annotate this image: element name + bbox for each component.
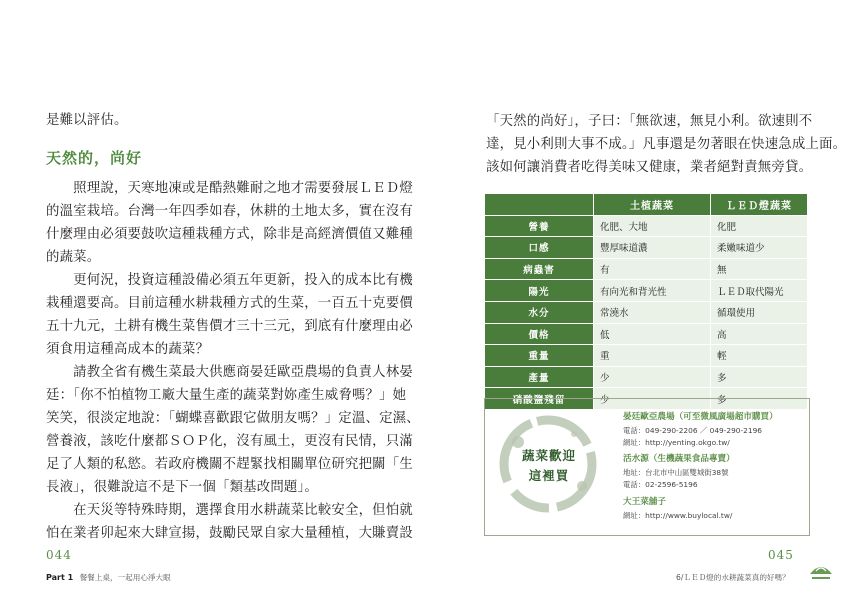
table-row — [485, 345, 808, 367]
footer-part: Part 1 — [46, 573, 74, 582]
shop-detail: 電話：049-290-2206 ／ 049-290-2196 — [623, 426, 762, 435]
table-cell: 豐厚味道濃 — [594, 237, 711, 259]
table-cell: 高 — [711, 323, 808, 345]
shop-detail: 地址：台北市中山區雙城街38號 — [623, 468, 729, 477]
paragraph-line: 須食用這種高成本的蔬菜？ — [46, 342, 210, 357]
table-cell: 循環使用 — [711, 301, 808, 323]
table-cell: 常澆水 — [594, 301, 711, 323]
table-row — [485, 258, 808, 280]
stamp-text-line2: 這裡買 — [528, 468, 570, 483]
row-header: 價格 — [485, 323, 594, 345]
table-cell: 少 — [594, 366, 711, 388]
paragraph-line: 什麼理由必須要鼓吹這種栽種方式，除非是高經濟價值又難種 — [46, 227, 413, 242]
row-header: 陽光 — [485, 280, 594, 302]
paragraph-line: 笑笑，很淡定地說：「蝴蝶喜歡跟它做朋友嗎？」定溫、定濕、 — [46, 411, 420, 426]
table-cell: 少 — [594, 388, 711, 410]
row-header: 口感 — [485, 237, 594, 259]
row-header: 硝酸鹽殘留 — [485, 388, 594, 410]
stamp-text-line1: 蔬菜歡迎 — [521, 448, 576, 463]
section-title: 天然的，尚好 — [46, 149, 143, 167]
table-cell: 有向光和背光性 — [594, 280, 711, 302]
shop-name: 大王菜舖子 — [623, 497, 666, 507]
table-cell: 化肥、大地 — [594, 215, 711, 237]
paragraph-line: 栽種還要高。目前這種水耕栽種方式的生菜，一百五十克要價 — [46, 296, 413, 311]
table-cell: 輕 — [711, 345, 808, 367]
table-row — [485, 280, 808, 302]
shop-name: 活水源（生機蔬果食品專賣） — [623, 454, 735, 464]
footer-title-left: 餐餐上桌，一起用心淨大眼 — [79, 573, 171, 582]
table-row — [485, 366, 808, 388]
footer-left — [46, 572, 171, 583]
shop-detail: 電話：02-2596-5196 — [623, 480, 698, 489]
row-header: 水分 — [485, 301, 594, 323]
table-cell: 重 — [594, 345, 711, 367]
table-cell: ＬＥＤ取代陽光 — [711, 280, 808, 302]
paragraph-line: 的蔬菜。 — [46, 250, 101, 265]
table-header: 土植蔬菜 — [594, 194, 711, 216]
table-header-row — [485, 194, 808, 216]
table-cell: 多 — [711, 388, 808, 410]
comparison-table — [484, 193, 808, 410]
paragraph-line: 長液」，很難說這不是下一個「類基改問題」。 — [46, 480, 319, 495]
table-cell: 有 — [594, 258, 711, 280]
footer-title-right: 6/ＬＥＤ燈的水耕蔬菜真的好嗎？ — [676, 573, 790, 582]
row-header: 重量 — [485, 345, 594, 367]
shop-detail: 網址：http://www.buylocal.tw/ — [623, 511, 733, 520]
paragraph-line: 廷：「你不怕植物工廠大量生產的蔬菜對妳產生威脅嗎？」她 — [46, 388, 407, 403]
paragraph-line: 的溫室栽培。台灣一年四季如春，休耕的土地太多，實在沒有 — [46, 204, 413, 219]
quote-line: 該如何讓消費者吃得美味又健康，業者絕對責無旁貸。 — [486, 160, 813, 175]
paragraph-line: 照理說，天寒地凍或是酷熱難耐之地才需要發展ＬＥＤ燈 — [46, 181, 413, 196]
table-row — [485, 323, 808, 345]
chapter-logo-icon — [808, 556, 834, 582]
table-row — [485, 237, 808, 259]
shop-detail: 網址：http://yenting.okgo.tw/ — [623, 438, 730, 447]
paragraph-line: 更何況，投資這種設備必須五年更新，投入的成本比有機 — [46, 273, 413, 288]
page-number-right: 045 — [768, 548, 794, 562]
table-cell: 柔嫩味道少 — [711, 237, 808, 259]
row-header: 營養 — [485, 215, 594, 237]
intro-line: 是難以評估。 — [46, 113, 128, 128]
shop-name: 晏廷歐亞農場（可至微風廣場超市購買） — [623, 412, 778, 422]
table-cell: 多 — [711, 366, 808, 388]
table-cell: 低 — [594, 323, 711, 345]
quote-line: 達，見小利則大事不成。」凡事還是勿著眼在快速急成上面。 — [486, 137, 847, 152]
row-header: 產量 — [485, 366, 594, 388]
paragraph-line: 五十九元，土耕有機生菜售價才三十三元，到底有什麼理由必 — [46, 319, 413, 334]
paragraph-line: 怕在業者卯起來大肆宣揚，鼓勵民眾自家大量種植，大賺賣設 — [46, 526, 413, 541]
table-cell: 無 — [711, 258, 808, 280]
paragraph-line: 請教全省有機生菜最大供應商晏廷歐亞農場的負責人林晏 — [46, 365, 413, 380]
stamp-ring-icon — [496, 412, 600, 516]
paragraph-line: 在天災等特殊時期，選擇食用水耕蔬菜比較安全，但怕就 — [46, 503, 413, 518]
row-header: 病蟲害 — [485, 258, 594, 280]
paragraph-line: 足了人類的私慾。若政府機關不趕緊找相關單位研究把關「生 — [46, 457, 413, 472]
quote-line: 「天然的尚好」，子曰：「無欲速，無見小利。欲速則不 — [486, 114, 813, 129]
table-header-corner — [485, 194, 594, 216]
table-row — [485, 301, 808, 323]
page-number-left: 044 — [46, 548, 72, 562]
paragraph-line: 營養液，該吃什麼都ＳＯＰ化，沒有風土，更沒有民情，只滿 — [46, 434, 413, 449]
table-header: ＬＥＤ燈蔬菜 — [711, 194, 808, 216]
table-cell: 化肥 — [711, 215, 808, 237]
table-row — [485, 215, 808, 237]
